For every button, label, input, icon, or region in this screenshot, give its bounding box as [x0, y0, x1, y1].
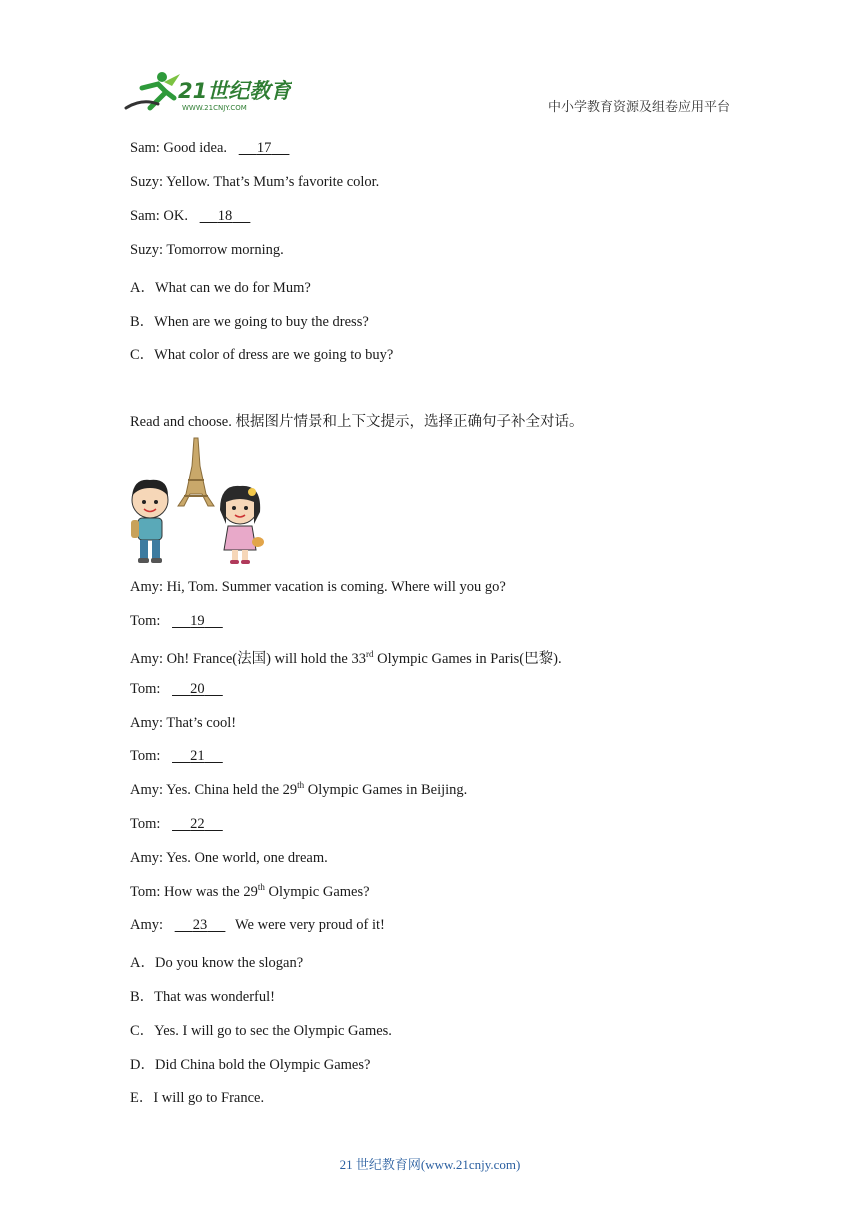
dialogue-line: Amy: Yes. China held the 29th Olympic Games in Beijing.	[130, 780, 468, 798]
answer-blank: 18	[217, 208, 233, 224]
option-a: A．Do you know the slogan?	[130, 955, 304, 971]
dialogue-line: Sam: OK. 18	[130, 208, 250, 225]
answer-blank: 17	[256, 140, 272, 156]
boy-icon	[131, 480, 168, 563]
dialogue-line: Amy: Oh! France(法国) will hold the 33rd Olympic Games in Paris(巴黎).	[130, 649, 562, 667]
option-a: A．What can we do for Mum?	[130, 280, 311, 296]
instruction: Read and choose. 根据图片情景和上下文提示，选择正确句子补全对话。	[130, 414, 584, 430]
footer-link[interactable]: 21 世纪教育网(www.21cnjy.com)	[339, 1157, 521, 1172]
answer-blank: 22	[190, 816, 205, 832]
dialogue-line: Suzy: Yellow. That’s Mum’s favorite color.	[130, 174, 380, 190]
option-d: D．Did China bold the Olympic Games?	[130, 1057, 371, 1073]
dialogue-line: Amy: That’s cool!	[130, 715, 237, 731]
answer-blank: 20	[190, 681, 205, 697]
dialogue-line: Amy: Hi, Tom. Summer vacation is coming. Where will you go?	[130, 579, 506, 595]
option-b: B．That was wonderful!	[130, 989, 275, 1005]
dialogue-line: Amy: Yes. One world, one dream.	[130, 850, 328, 866]
answer-blank: 19	[190, 613, 205, 629]
option-b: B．When are we going to buy the dress?	[130, 314, 369, 330]
eiffel-tower-icon	[178, 438, 214, 506]
option-e: E．I will go to France.	[130, 1090, 265, 1106]
header-tagline: 中小学教育资源及组卷应用平台	[547, 99, 730, 114]
option-c: C．Yes. I will go to sec the Olympic Games.	[130, 1023, 392, 1039]
dialogue-line: Suzy: Tomorrow morning.	[130, 242, 284, 258]
dialogue-line: Tom: 19	[130, 613, 223, 630]
site-logo	[122, 68, 292, 114]
runner-icon	[126, 72, 180, 108]
logo-text: 21世纪教育	[178, 79, 292, 103]
dialogue-line: Tom: How was the 29th Olympic Games?	[130, 882, 370, 900]
dialogue-line: Tom: 20	[130, 681, 223, 698]
option-c: C．What color of dress are we going to buy?	[130, 347, 394, 363]
dialogue-line: Tom: 21	[130, 748, 223, 765]
answer-blank: 23	[192, 917, 208, 933]
dialogue-line: Tom: 22	[130, 816, 223, 833]
illustration-kids-eiffel	[128, 436, 272, 566]
answer-blank: 21	[190, 748, 205, 764]
logo-url: WWW.21CNJY.COM	[182, 104, 247, 112]
girl-icon	[220, 486, 264, 564]
dialogue-line: Amy: 23 We were very proud of it!	[130, 917, 385, 933]
dialogue-line: Sam: Good idea. 17	[130, 140, 289, 157]
